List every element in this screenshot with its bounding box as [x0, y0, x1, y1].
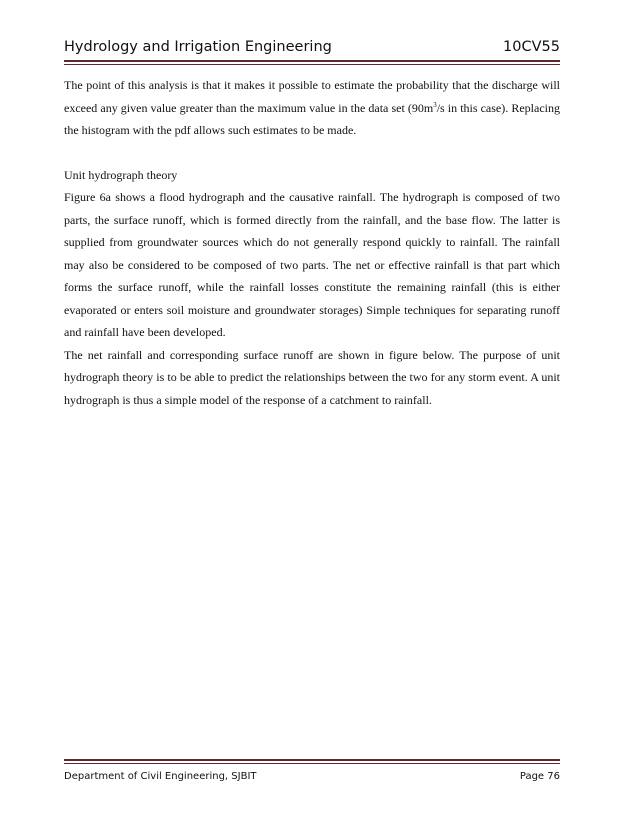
paragraph-hydrograph: Figure 6a shows a flood hydrograph and the causative rainfall. The hydrograph is composed of two parts, the surface runoff, which is formed directly from the rainfall, and the base flow. The latter is supplied from groundwater sources which do not generally respond quickly to rainfall. The rainfall may also be considered to be composed of two parts. The net or effective rainfall is that part which forms the surface runoff, while the rainfall losses constitute the remaining rainfall (this is either evaporated or enters soil moisture and groundwater storages) Simple techniques for separating runoff and rainfall have been developed. [64, 190, 560, 339]
superscript-cubed: 3 [433, 100, 437, 109]
page-body [64, 74, 560, 411]
section-heading: Unit hydrograph theory [64, 167, 178, 182]
header-rule-thick [64, 60, 560, 62]
footer-page-number: Page 76 [519, 771, 560, 782]
footer-rule-thin [64, 763, 560, 764]
footer-rule-thick [64, 759, 560, 761]
footer-department: Department of Civil Engineering, SJBIT [64, 771, 257, 782]
paragraph-analysis [64, 74, 560, 142]
paragraph-unit-hydrograph: The net rainfall and corresponding surface runoff are shown in figure below. The purpose of unit hydrograph theory is to be able to predict the relationships between the two for any storm event. A unit hydrograph is thus a simple model of the response of a catchment to rainfall. [64, 347, 560, 407]
page-header [64, 36, 560, 60]
paragraph-spacer [64, 142, 560, 164]
header-course-code: 10CV55 [503, 39, 560, 55]
header-title: Hydrology and Irrigation Engineering [64, 39, 332, 55]
paragraph-analysis-text-start: The point of this analysis is that it makes it possible to estimate the probability that the discharge will exceed any given value greater than the maximum value in the data set (90m [64, 78, 560, 115]
paragraph-analysis-text-end: /s in this case). Replacing the histogram with the pdf allows such estimates to be made. [64, 100, 560, 137]
header-rule-thin [64, 64, 560, 65]
page-footer [64, 768, 560, 788]
